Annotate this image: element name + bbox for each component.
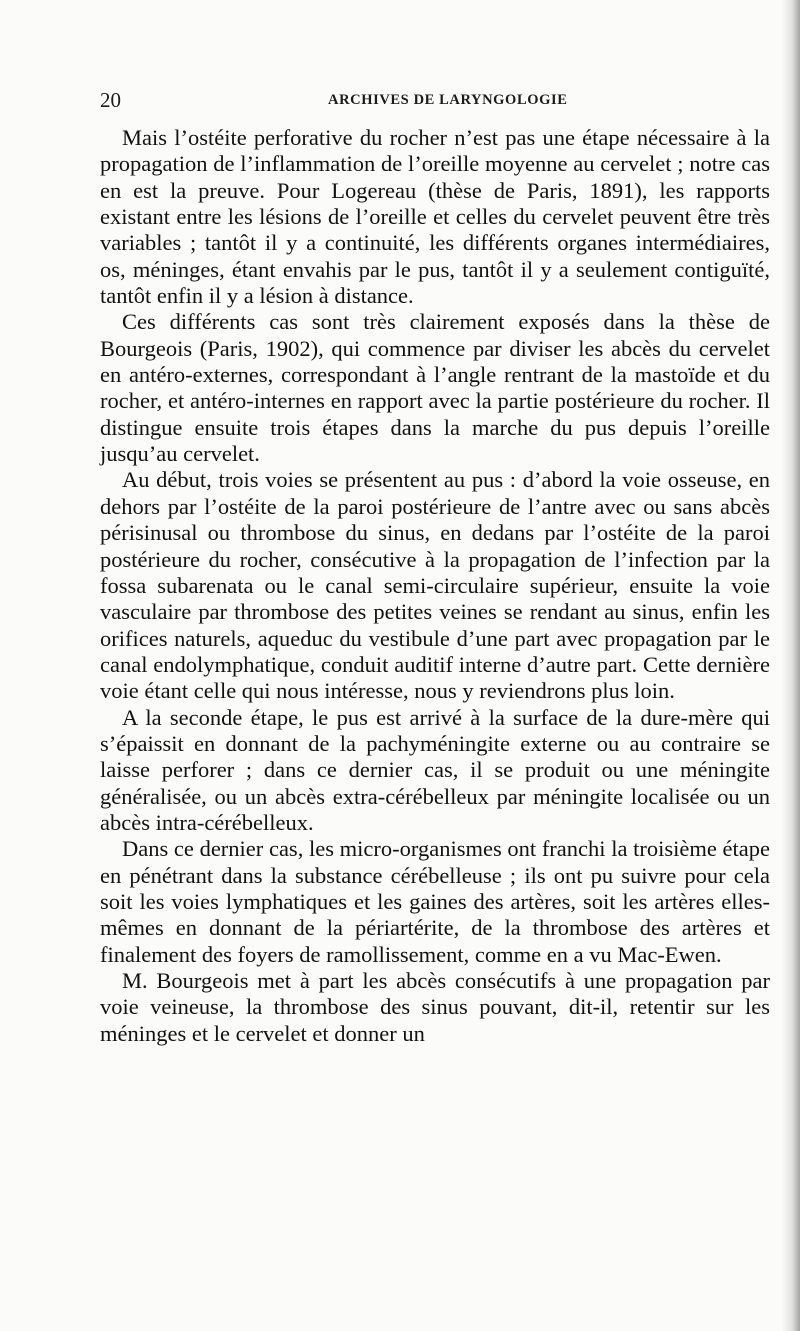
body-text: [100, 125, 770, 1047]
paragraph: Ces différents cas sont très clairement exposés dans la thèse de Bourgeois (Paris, 1902), qui commence par diviser les abcès du cervelet en antéro-externes, correspondant à l’angle rentrant de la mastoïde et du rocher, et antéro-internes en rapport avec la partie postérieure du rocher. Il distingue ensuite trois étapes dans la marche du pus depuis l’oreille jusqu’au cervelet.: [100, 309, 770, 467]
running-title: ARCHIVES DE LARYNGOLOGIE: [328, 92, 568, 108]
page-edge-shadow: [782, 0, 800, 1331]
paragraph: M. Bourgeois met à part les abcès consécutifs à une propagation par voie veineuse, la thrombose des sinus pouvant, dit-il, retentir sur les méninges et le cervelet et donner un: [100, 968, 770, 1046]
page-header: [100, 88, 770, 114]
paragraph: Dans ce dernier cas, les micro-organismes ont franchi la troisième étape en pénétrant dans la substance cérébelleuse ; ils ont pu suivre pour cela soit les voies lymphatiques et les gaines des artères, soit les artères elles-mêmes en donnant de la périartérite, de la thrombose des artères et finalement des foyers de ramollissement, comme en a vu Mac-Ewen.: [100, 836, 770, 967]
paragraph: Mais l’ostéite perforative du rocher n’est pas une étape nécessaire à la propagation de l’inflammation de l’oreille moyenne au cervelet ; notre cas en est la preuve. Pour Logereau (thèse de Paris, 1891), les rapports existant entre les lésions de l’oreille et celles du cervelet peuvent être très variables ; tantôt il y a continuité, les différents organes intermédiaires, os, méninges, étant envahis par le pus, tantôt il y a seulement contiguïté, tantôt enfin il y a lésion à distance.: [100, 125, 770, 309]
page-number: 20: [100, 88, 121, 112]
paragraph: A la seconde étape, le pus est arrivé à la surface de la dure-mère qui s’épaissit en donnant de la pachyméningite externe ou au contraire se laisse perforer ; dans ce dernier cas, il se produit ou une méningite généralisée, ou un abcès extra-cérébelleux par méningite localisée ou un abcès intra-cérébelleux.: [100, 704, 770, 835]
paragraph: Au début, trois voies se présentent au pus : d’abord la voie osseuse, en dehors par l’ostéite de la paroi postérieure de l’antre avec ou sans abcès périsinusal ou thrombose du sinus, en dedans par l’ostéite de la paroi postérieure du rocher, consécutive à la propagation de l’infection par la fossa subarenata ou le canal semi-circulaire supérieur, ensuite la voie vasculaire par thrombose des petites veines se rendant au sinus, enfin les orifices naturels, aqueduc du vestibule d’une part avec propagation par le canal endolymphatique, conduit auditif interne d’autre part. Cette dernière voie étant celle qui nous intéresse, nous y reviendrons plus loin.: [100, 467, 770, 704]
